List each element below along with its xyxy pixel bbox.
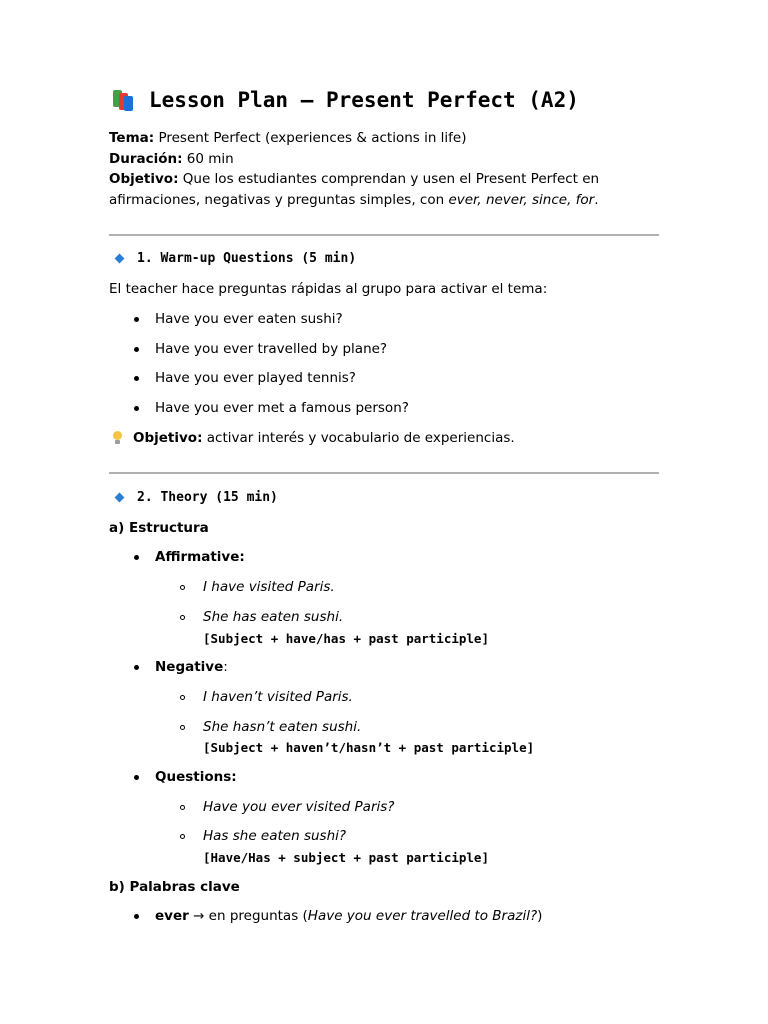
negative-example: She hasn’t eaten sushi. [203,719,362,735]
books-icon [112,88,134,112]
objetivo-value: Que los estudiantes comprendan y usen el Present Perfect en afirmaciones, negativas y preguntas simples, con [109,171,600,208]
tema-value: Present Perfect (experiences & actions in life) [154,130,467,146]
warmup-question: Have you ever travelled by plane? [155,341,388,357]
subheading-palabras-clave: b) Palabras clave [109,879,240,895]
section-2-title [116,490,278,505]
affirmative-example: She has eaten sushi. [203,609,344,625]
warmup-question: Have you ever met a famous person? [155,400,409,416]
circle-bullet-icon [180,695,185,700]
warmup-question: Have you ever played tennis? [155,370,356,386]
objective-text: activar interés y vocabulario de experiencias. [202,430,515,446]
bullet-icon [134,914,139,919]
circle-bullet-icon [180,615,185,620]
objective-label: Objetivo: [133,430,203,446]
negative-heading: Negative: [155,659,228,675]
warmup-question: Have you ever eaten sushi? [155,311,343,327]
objetivo-label: Objetivo: [109,171,179,187]
diamond-icon [115,254,125,264]
bullet-icon [134,665,139,670]
affirmative-example: I have visited Paris. [203,579,335,595]
bullet-icon [134,555,139,560]
lesson-meta [109,128,669,210]
section-1-title [116,251,356,266]
questions-example: Has she eaten sushi? [203,828,347,844]
section-2-title-text: 2. Theory (15 min) [137,490,278,505]
negative-formula: [Subject + haven’t/hasn’t + past participle] [203,740,535,755]
questions-heading: Questions: [155,769,237,785]
bullet-icon [134,347,139,352]
duracion-value: 60 min [182,150,234,167]
duracion-label: Duración: [109,150,183,167]
objetivo-end: . [594,191,599,208]
section-1-title-text: 1. Warm-up Questions (5 min) [137,251,357,266]
section-1-objective [133,430,515,446]
bullet-icon [134,775,139,780]
divider [109,472,659,474]
bullet-icon [134,376,139,381]
page-title [112,88,579,112]
questions-example: Have you ever visited Paris? [203,799,395,815]
affirmative-formula: [Subject + have/has + past participle] [203,631,489,646]
objetivo-words: ever, never, since, for [448,191,595,208]
bullet-icon [134,406,139,411]
lightbulb-icon [112,430,122,446]
circle-bullet-icon [180,805,185,810]
affirmative-heading: Affirmative: [155,549,245,565]
circle-bullet-icon [180,834,185,839]
negative-example: I haven’t visited Paris. [203,689,353,705]
subheading-estructura: a) Estructura [109,520,209,536]
bullet-icon [134,317,139,322]
tema-label: Tema: [109,130,155,146]
keyword-ever: ever → en preguntas (Have you ever travelled to Brazil?) [155,908,543,924]
diamond-icon [115,493,125,503]
page-title-text: Lesson Plan – Present Perfect (A2) [149,88,579,112]
questions-formula: [Have/Has + subject + past participle] [203,850,489,865]
section-1-intro: El teacher hace preguntas rápidas al grupo para activar el tema: [109,281,548,297]
circle-bullet-icon [180,585,185,590]
circle-bullet-icon [180,725,185,730]
divider [109,234,659,236]
